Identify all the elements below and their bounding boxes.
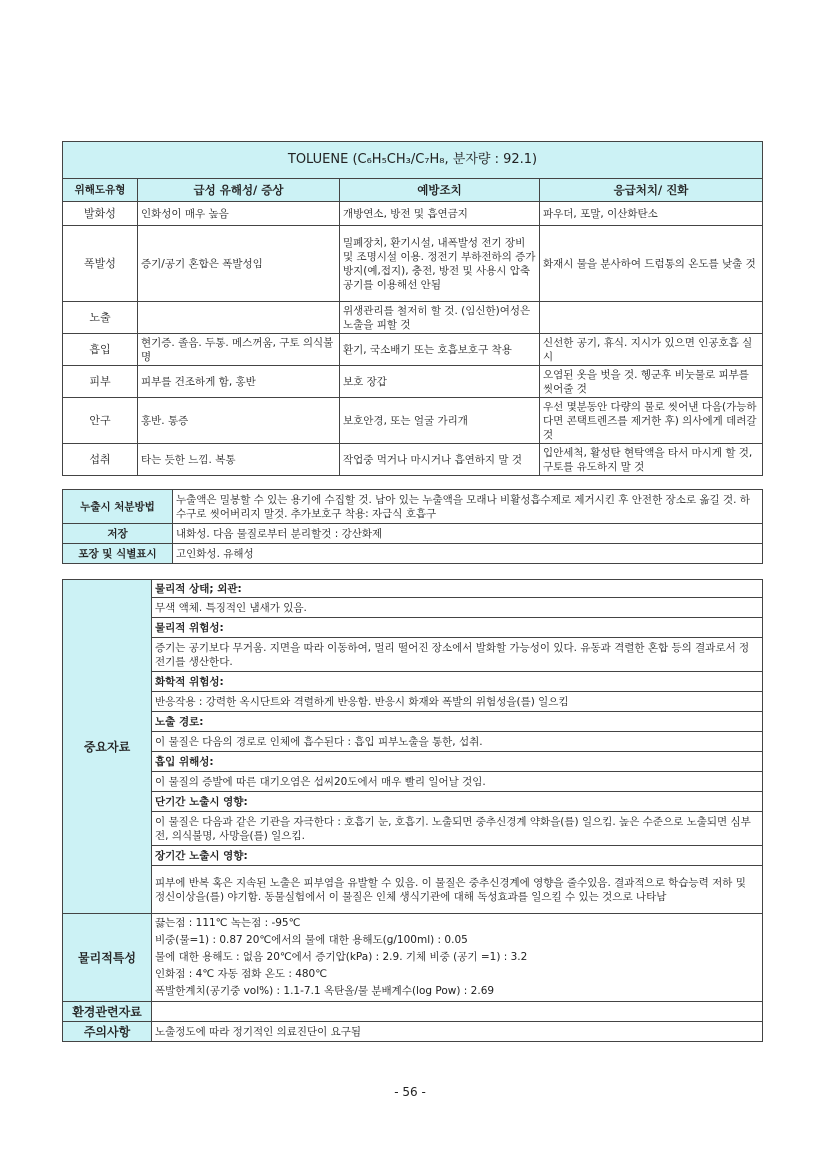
table-row [63, 202, 763, 226]
section-heading: 노출 경로: [152, 712, 763, 732]
table-row [63, 544, 763, 564]
row-symptom: 현기증. 졸음. 두통. 메스꺼움, 구토 의식불명 [138, 334, 340, 366]
hazard-table [62, 141, 763, 476]
spill-disposal-value: 누출액은 밀봉할 수 있는 용기에 수집할 것. 남아 있는 누출액을 모래나 비활성흡수제로 제거시킨 후 안전한 장소로 옮길 것. 하수구로 씻어버리지 말것. 추가보호구 착용: 자급식 호흡구 [173, 490, 763, 524]
section-text: 피부에 반복 혹은 지속된 노출은 피부염을 유발할 수 있음. 이 물질은 중추신경계에 영향을 줄수있음. 결과적으로 학습능력 저하 및 정신이상을(를) 야기함. 동물실험에서 이 물질은 인체 생식기관에 대해 독성효과를 일으킬 수 있는 것으로 나타남 [152, 866, 763, 914]
physical-properties-value [152, 914, 763, 1002]
row-symptom: 증기/공기 혼합은 폭발성임 [138, 226, 340, 302]
storage-label: 저장 [63, 524, 173, 544]
physical-line: 물에 대한 용해도 : 없음 20℃에서 증기압(kPa) : 2.9. 기체 비중 (공기 =1) : 3.2 [155, 951, 528, 963]
row-prevention: 개방연소, 방전 및 흡연금지 [340, 202, 540, 226]
caution-value: 노출정도에 따라 정기적인 의료진단이 요구됨 [152, 1022, 763, 1042]
table-row [63, 490, 763, 524]
row-firstaid: 파우더, 포말, 이산화탄소 [540, 202, 763, 226]
important-data-label: 중요자료 [63, 580, 152, 914]
physical-line: 인화점 : 4℃ 자동 점화 온도 : 480℃ [155, 968, 328, 980]
row-symptom: 인화성이 매우 높음 [138, 202, 340, 226]
row-firstaid: 화재시 물을 분사하여 드럼통의 온도를 낮출 것 [540, 226, 763, 302]
row-prevention: 위생관리를 철저히 할 것. (임신한)여성은 노출을 피할 것 [340, 302, 540, 334]
row-prevention: 작업중 먹거나 마시거나 흡연하지 말 것 [340, 444, 540, 476]
table-row [63, 524, 763, 544]
row-firstaid: 오염된 옷을 벗을 것. 헹군후 비눗물로 피부를 씻어줄 것 [540, 366, 763, 398]
handling-table [62, 489, 763, 564]
row-symptom: 피부를 건조하게 함, 홍반 [138, 366, 340, 398]
row-symptom [138, 302, 340, 334]
caution-label: 주의사항 [63, 1022, 152, 1042]
storage-value: 내화성. 다음 물질로부터 분리할것 : 강산화제 [173, 524, 763, 544]
table-row [63, 334, 763, 366]
section-heading: 단기간 노출시 영향: [152, 792, 763, 812]
physical-line: 폭발한계치(공기중 vol%) : 1.1-7.1 옥탄올/물 분배계수(log Pow) : 2.69 [155, 985, 495, 997]
row-symptom: 타는 듯한 느낌. 복통 [138, 444, 340, 476]
row-prevention: 환기, 국소배기 또는 호흡보호구 착용 [340, 334, 540, 366]
row-symptom: 홍반. 통증 [138, 398, 340, 444]
row-type: 폭발성 [63, 226, 138, 302]
section-text: 무색 액체. 특징적인 냄새가 있음. [152, 598, 763, 618]
info-table [62, 579, 763, 1042]
row-prevention: 보호안경, 또는 얼굴 가리개 [340, 398, 540, 444]
row-type: 피부 [63, 366, 138, 398]
header-hazard-type: 위해도유형 [63, 179, 138, 202]
packaging-value: 고인화성. 유해성 [173, 544, 763, 564]
page-number: - 56 - [394, 1085, 426, 1099]
row-prevention: 밀폐장치, 환기시설, 내폭발성 전기 장비 및 조명시설 이용. 정전기 부하전하의 증가방지(예,접지), 충전, 방전 및 사용시 압축공기를 이용해선 안됨 [340, 226, 540, 302]
row-firstaid [540, 302, 763, 334]
physical-line: 비중(물=1) : 0.87 20℃에서의 물에 대한 용해도(g/100ml) : 0.05 [155, 934, 468, 946]
physical-line: 끓는점 : 111℃ 녹는점 : -95℃ [155, 917, 301, 929]
section-heading: 흡입 위해성: [152, 752, 763, 772]
header-first-aid: 응급처치/ 진화 [540, 179, 763, 202]
section-text: 반응작용 : 강력한 옥시단트와 격렬하게 반응함. 반응시 화재와 폭발의 위험성을(를) 일으킴 [152, 692, 763, 712]
table-row [63, 444, 763, 476]
row-firstaid: 우선 몇분동안 다량의 물로 씻어낸 다음(가능하다면 콘택트렌즈를 제거한 후) 의사에게 데려갈 것 [540, 398, 763, 444]
row-prevention: 보호 장갑 [340, 366, 540, 398]
packaging-label: 포장 및 식별표시 [63, 544, 173, 564]
hazard-table-title: TOLUENE (C₆H₅CH₃/C₇H₈, 분자량 : 92.1) [63, 142, 763, 179]
row-firstaid: 신선한 공기, 휴식. 지시가 있으면 인공호흡 실시 [540, 334, 763, 366]
table-row [63, 366, 763, 398]
section-heading: 물리적 상태; 외관: [152, 580, 763, 598]
section-text: 이 물질의 증발에 따른 대기오염은 섭씨20도에서 매우 빨리 일어날 것임. [152, 772, 763, 792]
row-type: 섭취 [63, 444, 138, 476]
environment-data-label: 환경관련자료 [63, 1002, 152, 1022]
header-prevention: 예방조치 [340, 179, 540, 202]
row-type: 발화성 [63, 202, 138, 226]
table-row [63, 226, 763, 302]
header-acute-symptom: 급성 유해성/ 증상 [138, 179, 340, 202]
section-text: 이 물질은 다음과 같은 기관을 자극한다 : 호흡기 눈, 호흡기. 노출되면 중추신경계 약화을(를) 일으킴. 높은 수준으로 노출되면 심부전, 의식불명, 사망을(를) 일으킴. [152, 812, 763, 846]
section-heading: 화학적 위험성: [152, 672, 763, 692]
section-heading: 장기간 노출시 영향: [152, 846, 763, 866]
section-text: 이 물질은 다음의 경로로 인체에 흡수된다 : 흡입 피부노출을 통한, 섭취. [152, 732, 763, 752]
environment-data-value [152, 1002, 763, 1022]
row-firstaid: 입안세척, 활성탄 현탁액을 타서 마시게 할 것, 구토를 유도하지 말 것 [540, 444, 763, 476]
spill-disposal-label: 누출시 처분방법 [63, 490, 173, 524]
table-row [63, 302, 763, 334]
row-type: 흡입 [63, 334, 138, 366]
row-type: 안구 [63, 398, 138, 444]
section-heading: 물리적 위험성: [152, 618, 763, 638]
table-row [63, 398, 763, 444]
physical-properties-label: 물리적특성 [63, 914, 152, 1002]
section-text: 증기는 공기보다 무거움. 지면을 따라 이동하여, 멀리 떨어진 장소에서 발화할 가능성이 있다. 유동과 격렬한 혼합 등의 결과로서 정전기를 생산한다. [152, 638, 763, 672]
row-type: 노출 [63, 302, 138, 334]
